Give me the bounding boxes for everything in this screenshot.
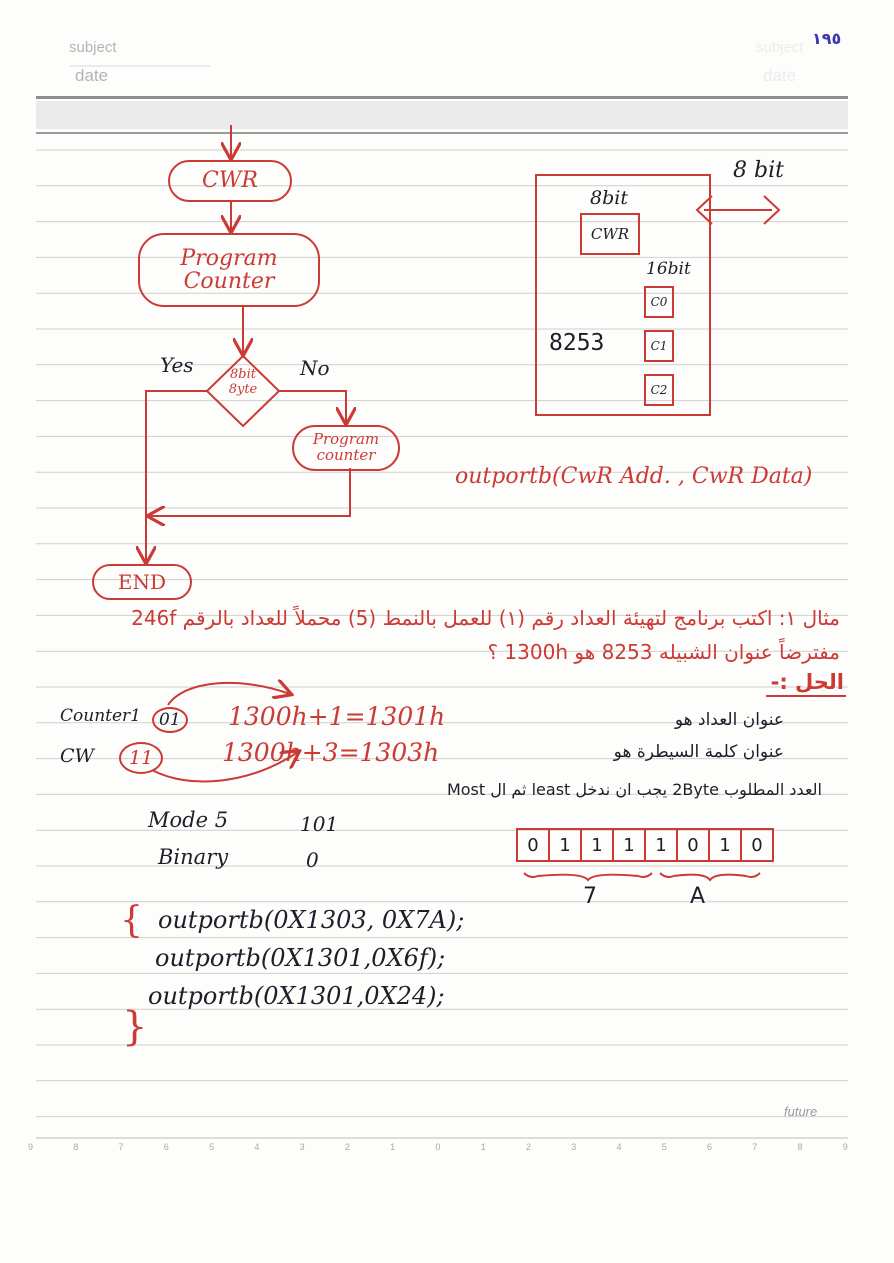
bit-cell: 1 (710, 830, 742, 860)
ruler-tick: 9 (28, 1142, 34, 1152)
cw-note: عنوان كلمة السيطرة هو (613, 742, 784, 762)
subject-label: subject (69, 39, 117, 56)
program-counter-small-node (292, 425, 400, 471)
code-line3: outportb(0X1301,0X24); (148, 982, 445, 1010)
decision-line2: 8yte (228, 381, 258, 397)
code-open-brace: { (120, 900, 143, 941)
counter-calc: 1300h+1=1301h (228, 702, 446, 731)
page-number: ١٩٥ (812, 29, 842, 48)
ruler-tick: 9 (842, 1142, 848, 1152)
cwr-node-label: CWR (201, 168, 258, 194)
cw-code: 11 (119, 742, 163, 774)
ruler-tick: 4 (616, 1142, 622, 1152)
ruler-tick: 8 (797, 1142, 803, 1152)
bit-cell: 1 (582, 830, 614, 860)
decision-line1: 8bit (230, 367, 256, 382)
date-label: date (75, 66, 109, 85)
ruler-tick: 6 (163, 1142, 169, 1152)
ruler-tick: 7 (752, 1142, 758, 1152)
code-close-brace: } (122, 1004, 148, 1050)
cw-calc: 1300h+3=1303h (222, 738, 440, 767)
ruler-tick: 1 (390, 1142, 396, 1152)
program-counter-node (138, 233, 320, 307)
bytes-note: العدد المطلوب 2Byte يجب ان ندخل least ثم ال Most (446, 780, 822, 799)
bit-cell: 0 (518, 830, 550, 860)
counter-2-register (644, 374, 674, 406)
cwr-width-label: 8bit (590, 187, 628, 209)
mode-bits: 101 (300, 812, 339, 836)
bit-cell: 1 (614, 830, 646, 860)
bit-cell: 1 (646, 830, 678, 860)
ruler-tick: 7 (118, 1142, 124, 1152)
counter-width-label: 16bit (646, 259, 691, 279)
subject-label-right: subject (756, 39, 804, 56)
chip-name: 8253 (549, 330, 605, 356)
ruler (28, 1142, 848, 1152)
cwr-register-label: CWR (590, 225, 630, 243)
example-line2: مفترضاً عنوان الشبيله 8253 هو 1300h ؟ (487, 640, 840, 664)
c2-label: C2 (650, 383, 668, 397)
binary-bit: 0 (306, 848, 319, 872)
counter-note: عنوان العداد هو (674, 710, 784, 730)
program-counter-small-line2: counter (316, 446, 376, 464)
solution-label: الحل :- (770, 670, 844, 694)
code-line1: outportb(0X1303, 0X7A); (158, 906, 465, 934)
bit-cell: 0 (742, 830, 774, 860)
end-node (92, 564, 192, 600)
bit-cell: 0 (678, 830, 710, 860)
bus-width-label: 8 bit (733, 158, 784, 183)
ruler-tick: 2 (525, 1142, 531, 1152)
end-node-label: END (117, 569, 167, 594)
decision-label (223, 368, 263, 398)
ruler-tick: 4 (254, 1142, 260, 1152)
nibble-high: 7 (583, 884, 597, 909)
cwr-node (168, 160, 292, 202)
counter-1-register (644, 330, 674, 362)
outport-call: outportb(CwR Add. , CwR Data) (455, 464, 813, 489)
ruler-tick: 5 (661, 1142, 667, 1152)
bit-cell: 1 (550, 830, 582, 860)
ruler-tick: 3 (299, 1142, 305, 1152)
nibble-low: A (690, 884, 706, 909)
ruler-tick: 5 (209, 1142, 215, 1152)
c1-label: C1 (650, 339, 668, 353)
program-counter-small-line1: Program (312, 430, 380, 449)
ruler-tick: 6 (706, 1142, 712, 1152)
cwr-register (580, 213, 640, 255)
counter-0-register (644, 286, 674, 318)
counter-code: 01 (152, 707, 188, 733)
ruler-tick: 1 (480, 1142, 486, 1152)
ruler-tick: 2 (344, 1142, 350, 1152)
no-label: No (300, 356, 330, 380)
mode-label: Mode 5 (148, 808, 229, 832)
program-counter-line1: Program (180, 245, 278, 271)
ruler-tick: 8 (73, 1142, 79, 1152)
binary-label: Binary (158, 845, 229, 869)
ruler-tick: 0 (435, 1142, 441, 1152)
control-word-bits (516, 828, 774, 862)
example-line1: مثال ١: اكتب برنامج لتهيئة العداد رقم (١) للعمل بالنمط (5) محملاً للعداد بالرقم 246f (131, 606, 840, 630)
date-label-right: date (763, 66, 797, 85)
brand-logo: future (784, 1104, 818, 1119)
yes-label: Yes (160, 353, 194, 377)
code-line2: outportb(0X1301,0X6f); (155, 944, 446, 972)
c0-label: C0 (650, 295, 668, 309)
program-counter-line2: Counter (183, 269, 275, 294)
ruler-tick: 3 (571, 1142, 577, 1152)
cw-label: CW (60, 745, 95, 767)
counter-label: Counter1 (60, 706, 141, 726)
